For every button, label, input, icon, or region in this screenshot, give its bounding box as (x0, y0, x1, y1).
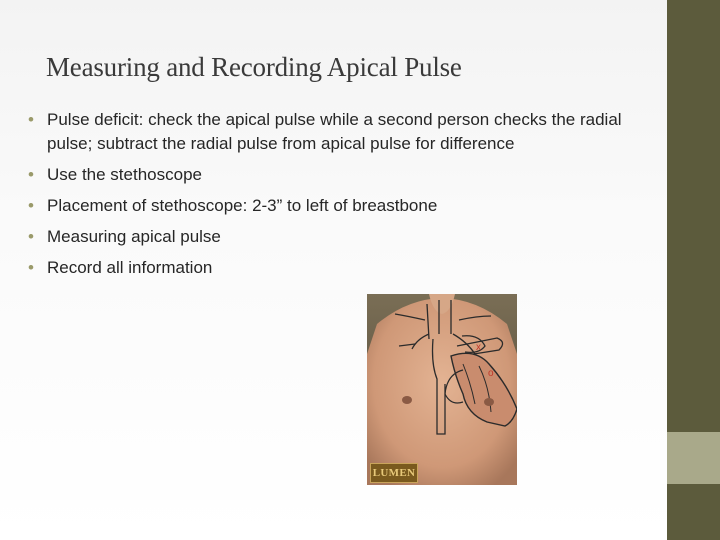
chest-heart-diagram-photo (367, 294, 517, 485)
x-mark: x (476, 342, 481, 353)
slide-title: Measuring and Recording Apical Pulse (46, 52, 462, 82)
bullet-item (28, 163, 658, 187)
bullet-item (28, 256, 658, 280)
bullet-icon: • (28, 196, 34, 215)
chest-photo-illustration (367, 294, 517, 485)
bullet-item (28, 225, 658, 249)
bullet-text: Pulse deficit: check the apical pulse while a second person checks the radial pulse; subtract the radial pulse from apical pulse for difference (47, 110, 622, 153)
bullet-item (28, 194, 658, 218)
bullet-text: Record all information (47, 258, 213, 277)
bullet-icon: • (28, 110, 34, 129)
lumen-logo: LUMEN (370, 463, 418, 483)
bullet-icon: • (28, 227, 34, 246)
bullet-item (28, 108, 658, 156)
sidebar-bottom-block (667, 484, 720, 540)
bullet-text: Placement of stethoscope: 2-3” to left of breastbone (47, 196, 438, 215)
bullet-icon: • (28, 165, 34, 184)
bullet-text: Measuring apical pulse (47, 227, 221, 246)
bullet-text: Use the stethoscope (47, 165, 202, 184)
o-mark: o (488, 368, 494, 379)
bullet-list (28, 108, 658, 287)
bullet-icon: • (28, 258, 34, 277)
sidebar-accent-block (667, 432, 720, 484)
